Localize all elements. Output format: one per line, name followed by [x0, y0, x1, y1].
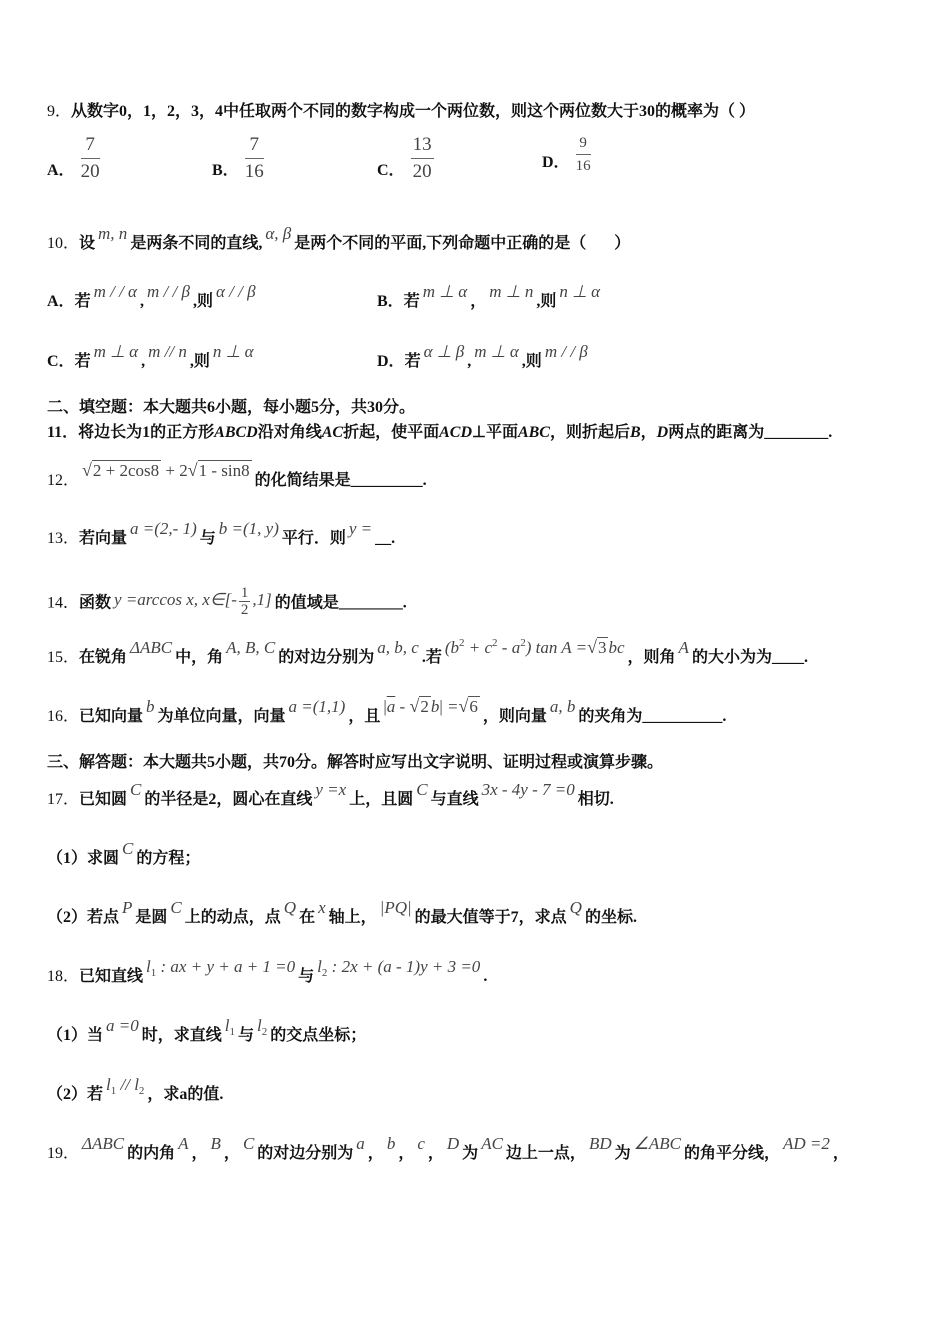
text-segment: ，则向量 — [482, 708, 547, 725]
text-segment: （1）求圆 — [47, 850, 120, 867]
text-segment: 的方程； — [136, 850, 201, 867]
math-expression: m / / β — [544, 342, 588, 361]
math-expression: ΔABC — [130, 638, 173, 657]
text-segment: ，且 — [348, 708, 381, 725]
math-expression: m ⊥ α — [474, 342, 519, 361]
text-segment: 与直线 — [430, 791, 479, 808]
text-segment: 的内角 — [127, 1145, 176, 1162]
option-label: D． — [377, 353, 405, 370]
math-variable: AC — [481, 1134, 503, 1153]
math-variable: l — [106, 1075, 111, 1094]
text-segment: 边上一点， — [505, 1145, 586, 1162]
radicand: 6 — [469, 697, 478, 716]
text-segment: 两点的距离为________. — [668, 424, 833, 441]
math-variable: b — [386, 1134, 396, 1153]
text-segment: 时，求直线 — [141, 1027, 222, 1044]
math-expression: ΔABC — [82, 1134, 125, 1153]
math-term: - a — [497, 638, 521, 657]
math-term: // l — [116, 1075, 139, 1094]
math-variable: b — [146, 697, 155, 716]
fraction-denominator: 16 — [575, 158, 591, 174]
question-number: 11． — [47, 424, 79, 441]
math-variable: A — [178, 1134, 189, 1153]
option-label: B． — [212, 162, 239, 179]
text-segment: ， — [367, 1145, 384, 1162]
option-label: C． — [377, 162, 405, 179]
fraction-denominator: 20 — [80, 161, 100, 182]
text-segment: ， — [470, 293, 487, 310]
text-segment: ，则角 — [627, 649, 676, 666]
question-number: 10． — [47, 235, 80, 252]
text-segment: 的半径是2，圆心在直线 — [144, 791, 313, 808]
fraction-numerator: 7 — [81, 134, 100, 159]
text-segment: ,则 — [192, 293, 213, 310]
option-b — [212, 134, 264, 183]
text-segment: ，求a的值. — [147, 1086, 224, 1103]
text-segment: 的交点坐标； — [270, 1027, 367, 1044]
math-term: - — [395, 697, 410, 716]
math-term: b — [430, 697, 440, 716]
superscript: 2 — [492, 637, 498, 649]
math-variable: Q — [283, 898, 297, 917]
question-stem: 从数字0，1，2，3，4中任取两个不同的数字构成一个两位数，则这个两位数大于30的概率为（ ） — [71, 103, 756, 120]
question-18 — [47, 957, 488, 988]
math-variable: l — [224, 1016, 230, 1035]
question-number: 12． — [47, 472, 80, 489]
math-expression: α, β — [265, 224, 292, 243]
math-expression: a, b — [549, 697, 576, 716]
text-segment: 的最大值等于7，求点 — [414, 909, 567, 926]
text-segment: 在锐角 — [79, 649, 128, 666]
math-variable: AC — [321, 424, 344, 441]
math-expression — [106, 1075, 145, 1097]
superscript: 2 — [459, 637, 465, 649]
question-16 — [47, 696, 727, 727]
option-c — [47, 342, 257, 372]
math-variable: c — [417, 1134, 425, 1153]
subscript: 1 — [229, 1026, 235, 1038]
math-term: ,1] — [252, 590, 272, 610]
math-expression: a =(2,- 1) — [130, 519, 197, 538]
option-label: A． — [47, 162, 75, 179]
math-variable: B — [210, 1134, 221, 1153]
fraction — [239, 585, 251, 618]
math-variable: C — [416, 780, 428, 799]
text-segment: 是两条不同的直线, — [130, 235, 263, 252]
option-label: A． — [47, 293, 75, 310]
math-variable: x — [318, 898, 326, 917]
fraction — [411, 134, 434, 183]
math-expression: a, b, c — [377, 638, 419, 657]
math-term: bc — [608, 638, 625, 657]
text-segment: 的对边分别为 — [257, 1145, 354, 1162]
math-expression: 3x - 4y - 7 =0 — [481, 780, 575, 799]
question-17 — [47, 780, 614, 810]
math-expression — [224, 1016, 235, 1038]
math-expression: m ⊥ α — [422, 282, 468, 301]
text-segment: 已知圆 — [79, 791, 128, 808]
math-expression: |PQ| — [379, 898, 412, 917]
text-segment: 的坐标. — [584, 909, 637, 926]
question-number: 9． — [47, 103, 72, 120]
text-segment: 将边长为1的正方形 — [78, 424, 215, 441]
option-a — [47, 134, 100, 183]
text-segment: ,则 — [189, 353, 210, 370]
math-expression: m // n — [148, 342, 187, 361]
math-term: + 2 — [161, 461, 188, 480]
text-segment: （2）若点 — [47, 909, 120, 926]
math-variable: C — [130, 780, 142, 799]
question-number: 15． — [47, 649, 80, 666]
question-9 — [47, 102, 755, 122]
text-segment: ⊥平面 — [472, 424, 518, 441]
text-segment: ,则 — [521, 353, 542, 370]
question-17-part-1 — [47, 839, 201, 869]
text-segment: ， — [223, 1145, 240, 1162]
fraction — [576, 134, 591, 175]
text-segment: 的夹角为__________. — [578, 708, 727, 725]
radicand: 2 — [420, 697, 429, 716]
radical-sign: √ — [458, 696, 469, 716]
radicand: 1 - sin8 — [198, 461, 250, 480]
text-segment: 沿对角线 — [257, 424, 322, 441]
fraction-numerator: 13 — [411, 134, 434, 159]
math-term: ) tan A = — [525, 638, 588, 657]
math-term: (b — [444, 638, 459, 657]
text-segment: ， — [191, 1145, 208, 1162]
text-segment: 在 — [299, 909, 316, 926]
text-segment: 若 — [74, 293, 91, 310]
math-vector: $\overline{a}$ — [386, 697, 396, 716]
math-variable: D — [656, 424, 669, 441]
text-segment: 的角平分线， — [683, 1145, 780, 1162]
radical-sign: √ — [187, 460, 198, 480]
text-segment: 与 — [199, 530, 216, 547]
math-expression — [257, 1016, 268, 1038]
math-expression: y = — [348, 519, 373, 538]
fraction-numerator: 7 — [245, 134, 264, 159]
radical-sign: √ — [587, 637, 597, 657]
math-expression — [114, 585, 272, 618]
radicand: 2 + 2cos8 — [92, 461, 160, 480]
math-expression: y =x — [315, 780, 347, 799]
fraction-numerator: 1 — [240, 585, 249, 601]
text-segment: 函数 — [79, 594, 112, 612]
math-expression: ∠ABC — [633, 1134, 681, 1153]
math-expression: A, B, C — [226, 638, 276, 657]
question-19 — [47, 1134, 849, 1164]
subscript: 1 — [150, 967, 157, 979]
math-expression: m / / α — [93, 282, 137, 301]
math-term: | — [383, 697, 387, 716]
text-segment: ，则折起后 — [549, 424, 630, 441]
text-segment: 上，且圆 — [349, 791, 414, 808]
math-expression: b =(1, y) — [218, 519, 279, 538]
superscript: 2 — [520, 637, 526, 649]
question-18-part-2 — [47, 1075, 224, 1106]
math-expression: a =0 — [106, 1016, 139, 1035]
math-expression: n ⊥ α — [212, 342, 254, 361]
question-number: 17． — [47, 791, 80, 808]
math-expression: a =(1,1) — [288, 697, 346, 716]
math-variable: ABCD — [214, 424, 258, 441]
text-segment: （1）当 — [47, 1027, 104, 1044]
math-expression: AD =2 — [783, 1134, 830, 1153]
text-segment: , — [139, 293, 144, 310]
fraction — [245, 134, 264, 183]
fraction — [81, 134, 100, 183]
math-expression: n ⊥ α — [559, 282, 601, 301]
math-variable: C — [170, 898, 182, 917]
question-10 — [47, 224, 631, 254]
text-segment: 中，角 — [175, 649, 224, 666]
subscript: 2 — [321, 967, 328, 979]
text-segment: ， — [832, 1145, 849, 1162]
text-segment: . — [483, 968, 488, 985]
math-expression: m ⊥ n — [489, 282, 534, 301]
math-variable: B — [629, 424, 641, 441]
text-segment: 若 — [74, 353, 91, 370]
question-18-part-1 — [47, 1016, 367, 1047]
text-segment: 若 — [403, 293, 420, 310]
radical-sign: √ — [82, 460, 92, 480]
math-variable: ABC — [517, 424, 550, 441]
text-segment: ， — [427, 1145, 444, 1162]
option-d — [542, 134, 591, 175]
math-term: = — [442, 697, 459, 716]
fraction-denominator: 16 — [244, 161, 264, 182]
option-d — [377, 342, 591, 372]
math-expression: m ⊥ α — [93, 342, 139, 361]
text-segment: , — [141, 353, 146, 370]
text-segment: 为单位向量，向量 — [157, 708, 286, 725]
text-segment: 平行．则 — [281, 530, 346, 547]
text-segment: 折起，使平面 — [343, 424, 440, 441]
option-c — [377, 134, 434, 183]
math-expression — [383, 697, 480, 716]
text-segment: （2）若 — [47, 1086, 104, 1103]
option-b — [377, 282, 603, 312]
fraction-numerator: 9 — [576, 134, 591, 155]
text-segment: 已知向量 — [79, 708, 144, 725]
text-segment: 已知直线 — [79, 968, 144, 985]
text-segment: ,则 — [536, 293, 557, 310]
text-segment: 与 — [238, 1027, 255, 1044]
math-variable: C — [242, 1134, 255, 1153]
subscript: 2 — [138, 1085, 145, 1097]
math-term: + c — [464, 638, 493, 657]
question-14 — [47, 587, 407, 620]
text-segment: 上的动点，点 — [184, 909, 281, 926]
question-17-part-2 — [47, 898, 637, 928]
text-segment: 若 — [404, 353, 421, 370]
text-segment: __. — [375, 530, 396, 547]
math-variable: P — [122, 898, 133, 917]
question-number: 13． — [47, 530, 80, 547]
subscript: 2 — [261, 1026, 268, 1038]
question-12 — [47, 460, 427, 491]
math-expression: m / / β — [146, 282, 190, 301]
fraction-denominator: 2 — [240, 602, 249, 618]
subscript: 1 — [110, 1085, 117, 1097]
text-segment: 轴上， — [328, 909, 377, 926]
math-expression — [317, 957, 481, 979]
text-segment: ， — [398, 1145, 415, 1162]
math-expression — [445, 638, 625, 657]
text-segment: ， — [640, 424, 657, 441]
math-term: : 2x + (a - 1)y + 3 =0 — [327, 957, 481, 976]
math-variable: a — [356, 1134, 365, 1153]
math-term: : ax + y + a + 1 =0 — [156, 957, 296, 976]
question-number: 18． — [47, 968, 80, 985]
section-heading-solutions: 三、解答题：本大题共5小题，共70分。解答时应写出文字说明、证明过程或演算步骤。 — [47, 754, 664, 771]
radical-sign: √ — [409, 696, 420, 716]
fraction-denominator: 20 — [412, 161, 432, 182]
question-11 — [47, 423, 832, 443]
math-term: y =arccos x, x∈[- — [114, 590, 237, 610]
math-expression: α / / β — [215, 282, 256, 301]
math-expression — [146, 957, 296, 979]
question-15 — [47, 637, 808, 669]
math-variable: l — [317, 957, 322, 976]
question-number: 19． — [47, 1145, 80, 1162]
text-segment: 为 — [462, 1145, 479, 1162]
math-variable: l — [146, 957, 151, 976]
math-variable: BD — [588, 1134, 612, 1153]
text-segment: 的大小为为____. — [691, 649, 808, 666]
math-variable: D — [446, 1134, 460, 1153]
math-expression — [82, 461, 252, 480]
option-a — [47, 282, 259, 312]
question-number: 16． — [47, 708, 80, 725]
text-segment: 的对边分别为 — [278, 649, 375, 666]
text-segment: , — [467, 353, 472, 370]
radicand: 3 — [597, 638, 607, 657]
question-13 — [47, 519, 396, 549]
option-label: D． — [542, 154, 570, 171]
math-variable: C — [122, 839, 134, 858]
text-segment: .若 — [421, 649, 442, 666]
option-label: C． — [47, 353, 75, 370]
text-segment: 的化简结果是_________. — [254, 472, 427, 489]
math-expression: m, n — [98, 224, 128, 243]
question-number: 14． — [47, 594, 80, 612]
math-variable: Q — [569, 898, 582, 917]
math-expression: α ⊥ β — [423, 342, 465, 361]
text-segment: 是圆 — [135, 909, 168, 926]
text-segment: 为 — [614, 1145, 631, 1162]
math-variable: ACD — [439, 424, 472, 441]
text-segment: 若向量 — [79, 530, 128, 547]
text-segment: 与 — [298, 968, 315, 985]
text-segment: 的值域是________. — [274, 594, 407, 612]
section-heading-fill-in: 二、填空题：本大题共6小题，每小题5分，共30分。 — [47, 399, 416, 416]
option-label: B． — [377, 293, 404, 310]
text-segment: 相切. — [577, 791, 614, 808]
text-segment: 是两个不同的平面,下列命题中正确的是（ ） — [294, 235, 631, 252]
text-segment: 设 — [79, 235, 96, 252]
math-term: | — [439, 697, 443, 716]
math-variable: A — [678, 638, 689, 657]
math-variable: l — [257, 1016, 262, 1035]
